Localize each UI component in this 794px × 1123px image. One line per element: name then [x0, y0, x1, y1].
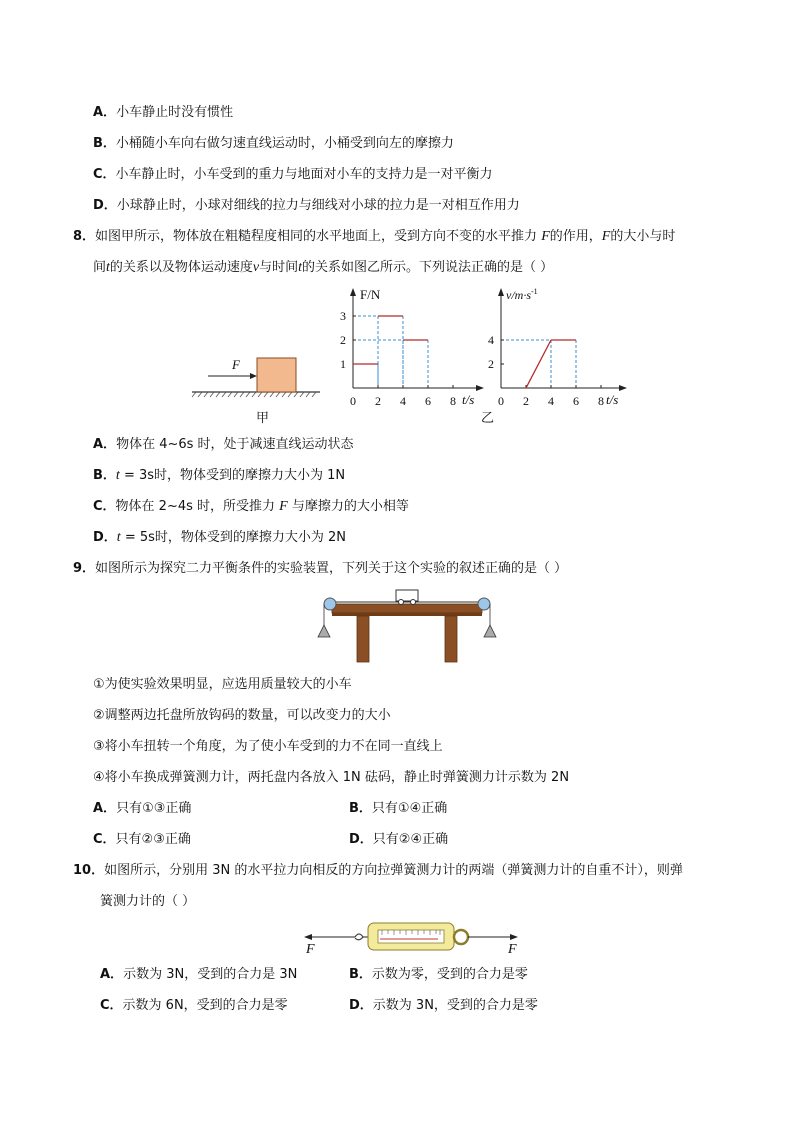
graph-f-xlabel: t/s — [462, 392, 475, 407]
x-tick-label: 2 — [523, 394, 529, 408]
graph-f-ylabel: F/N — [360, 287, 381, 302]
q10-fig-right-f: F — [508, 942, 517, 957]
pulley-left — [324, 598, 336, 610]
q10-option-a: A．示数为 3N，受到的合力是 3N — [100, 967, 298, 982]
weight-pan-right — [484, 625, 496, 637]
scale-ring — [454, 930, 468, 944]
q10-option-d: D．示数为 3N，受到的合力是零 — [349, 998, 538, 1013]
q8-stem-line1: 8．如图甲所示，物体放在粗糙程度相同的水平地面上，受到方向不变的水平推力 F的作用，F的大小与时 — [73, 229, 676, 244]
q7-option-d: D．小球静止时，小球对细线的拉力与细线对小球的拉力是一对相互作用力 — [93, 198, 520, 213]
spring-scale-figure — [300, 918, 530, 958]
pulley-right — [478, 598, 490, 610]
y-axis-arrow — [498, 288, 504, 296]
q8-option-b: B．t = 3s时，物体受到的摩擦力大小为 1N — [93, 468, 346, 483]
x-tick-label: 4 — [400, 394, 406, 408]
graph-v-xlabel: t/s — [606, 392, 619, 407]
table-top — [332, 604, 482, 613]
weight-pan-left — [318, 625, 330, 637]
q9-option-a: A．只有①③正确 — [93, 801, 192, 816]
left-force-arrowhead — [304, 934, 312, 940]
q9-statement-2: ②调整两边托盘所放钩码的数量，可以改变力的大小 — [93, 708, 391, 723]
y-tick-label: 2 — [488, 357, 494, 371]
force-label: F — [232, 357, 240, 372]
q10-fig-left-f: F — [306, 942, 315, 957]
force-time-graph — [330, 282, 490, 412]
x-tick-label: 2 — [375, 394, 381, 408]
y-tick-label: 2 — [340, 333, 346, 347]
y-axis-arrow — [350, 288, 356, 296]
y-tick-label: 4 — [488, 333, 494, 347]
q9-option-c: C．只有②③正确 — [93, 832, 191, 847]
q10-option-c: C．示数为 6N，受到的合力是零 — [100, 998, 288, 1013]
x-axis-arrow — [619, 385, 627, 391]
q9-statement-3: ③将小车扭转一个角度，为了使小车受到的力不在同一直线上 — [93, 739, 443, 754]
q10-option-b: B．示数为零，受到的合力是零 — [349, 967, 528, 982]
q9-statement-4: ④将小车换成弹簧测力计，两托盘内各放入 1N 砝码，静止时弹簧测力计示数为 2N — [93, 770, 570, 785]
y-tick-label: 1 — [340, 357, 346, 371]
table-leg-right — [445, 616, 457, 662]
graph-v-ylabel — [506, 287, 538, 302]
balance-apparatus-figure — [312, 585, 502, 665]
y-tick-label: 3 — [340, 309, 346, 323]
q7-option-c: C．小车静止时，小车受到的重力与地面对小车的支持力是一对平衡力 — [93, 167, 493, 182]
q9-stem: 9．如图所示为探究二力平衡条件的实验装置，下列关于这个实验的叙述正确的是（ ） — [73, 561, 568, 576]
scale-hook — [355, 934, 363, 940]
fig-label-yi: 乙 — [481, 411, 495, 426]
right-force-arrowhead — [510, 934, 518, 940]
x-tick-label: 6 — [425, 394, 431, 408]
table-leg-left — [357, 616, 369, 662]
velocity-time-graph — [478, 282, 638, 412]
x-tick-label: 8 — [450, 394, 456, 408]
x-tick-label: 6 — [573, 394, 579, 408]
q8-option-a: A．物体在 4~6s 时，处于减速直线运动状态 — [93, 437, 354, 452]
q8-stem-line2: 间t的关系以及物体运动速度v与时间t的关系如图乙所示。下列说法正确的是（ ） — [93, 260, 554, 275]
cart-wheel-right — [411, 600, 416, 605]
q7-option-b: B．小桶随小车向右做匀速直线运动时，小桶受到向左的摩擦力 — [93, 136, 454, 151]
block — [257, 358, 296, 392]
data-segment — [526, 340, 551, 388]
q8-option-c: C．物体在 2~4s 时，所受推力 F 与摩擦力的大小相等 — [93, 499, 409, 514]
q9-statement-1: ①为使实验效果明显，应选用质量较大的小车 — [93, 677, 352, 692]
x-tick-label: 0 — [498, 394, 504, 408]
table-edge — [332, 613, 482, 616]
q10-stem-line2: 簧测力计的（ ） — [100, 894, 196, 909]
fig-label-jia: 甲 — [256, 411, 270, 426]
force-arrowhead — [250, 373, 257, 379]
q9-option-d: D．只有②④正确 — [349, 832, 449, 847]
cart-wheel-left — [399, 600, 404, 605]
small-cart — [396, 590, 418, 601]
q9-option-b: B．只有①④正确 — [349, 801, 448, 816]
q10-stem-line1: 10．如图所示，分别用 3N 的水平拉力向相反的方向拉弹簧测力计的两端（弹簧测力计的自重不计），则弹 — [73, 863, 683, 878]
x-tick-label: 4 — [548, 394, 554, 408]
graph-v-ylabel-text: v/m·s — [506, 288, 531, 302]
q7-option-a: A．小车静止时没有惯性 — [93, 105, 234, 120]
q8-option-d: D．t = 5s时，物体受到的摩擦力大小为 2N — [93, 530, 347, 545]
x-tick-label: 8 — [598, 394, 604, 408]
ground-hatch — [192, 392, 316, 397]
x-tick-label: 0 — [350, 394, 356, 408]
graph-v-ylabel-sup: -1 — [531, 287, 538, 296]
